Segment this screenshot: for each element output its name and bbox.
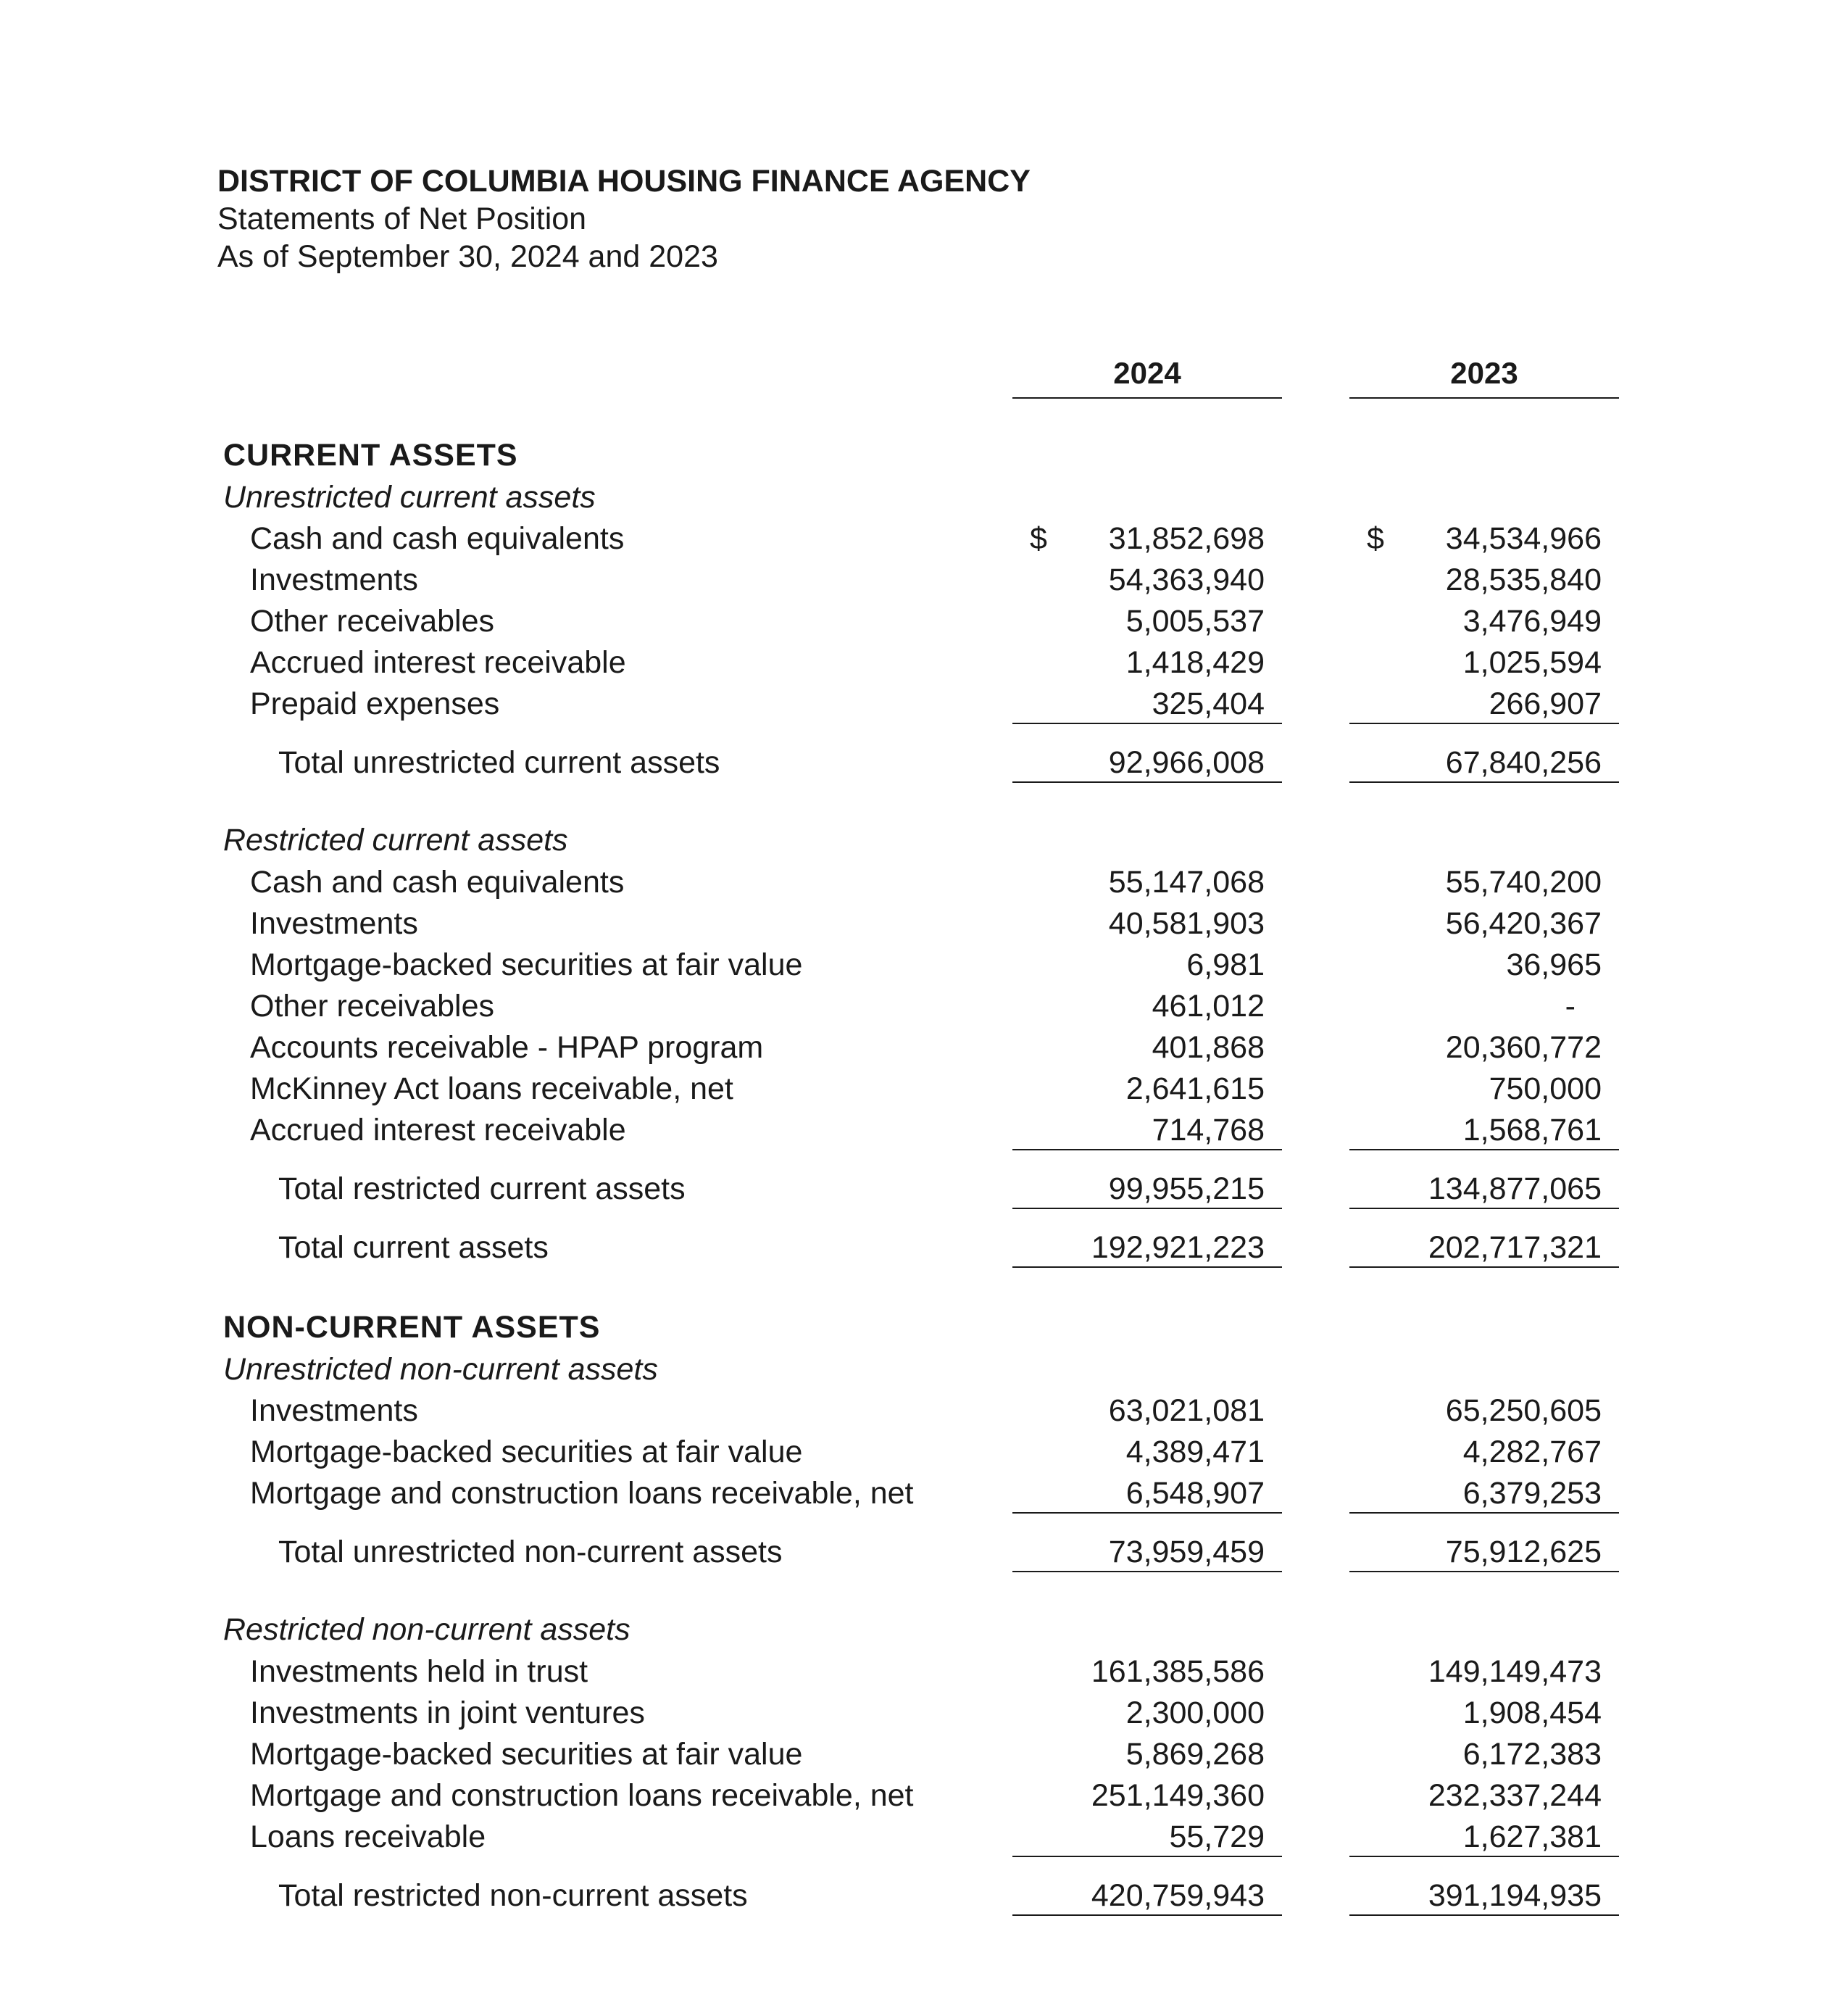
row-label: Cash and cash equivalents	[250, 865, 625, 900]
line-item-row	[0, 945, 1848, 986]
value-2023	[1349, 986, 1619, 1026]
column-header-2024: 2024	[1012, 355, 1282, 399]
line-item-row	[0, 1473, 1848, 1514]
amount: 149,149,473	[1428, 1654, 1602, 1689]
value-2023	[1349, 1734, 1619, 1775]
value-2023	[1349, 1027, 1619, 1068]
row-label: CURRENT ASSETS	[223, 438, 518, 473]
line-item-row	[0, 642, 1848, 684]
value-2024	[1012, 1227, 1282, 1268]
row-label: Total current assets	[278, 1230, 549, 1265]
row-label: Mortgage and construction loans receivable, net	[250, 1778, 914, 1813]
row-label: Investments	[250, 906, 418, 941]
value-2023	[1349, 1473, 1619, 1514]
value-2023	[1349, 560, 1619, 600]
row-label: Unrestricted non-current assets	[223, 1352, 658, 1387]
value-2024	[1012, 642, 1282, 683]
amount: 1,568,761	[1462, 1113, 1602, 1147]
row-label: Other receivables	[250, 604, 494, 639]
row-label: Investments	[250, 563, 418, 597]
row-label: Investments	[250, 1393, 418, 1428]
amount: 134,877,065	[1428, 1171, 1602, 1206]
row-label: Restricted current assets	[223, 823, 568, 858]
amount: 54,363,940	[1108, 563, 1265, 597]
amount: 420,759,943	[1091, 1878, 1265, 1913]
amount: 31,852,698	[1108, 521, 1265, 556]
amount: 67,840,256	[1445, 745, 1602, 780]
value-2023	[1349, 1390, 1619, 1431]
amount: 1,908,454	[1462, 1696, 1602, 1730]
amount: 55,729	[1169, 1819, 1265, 1854]
subsection-heading	[0, 1609, 1848, 1651]
amount: 55,147,068	[1108, 865, 1265, 900]
value-2023	[1349, 518, 1619, 559]
amount: 251,149,360	[1091, 1778, 1265, 1813]
value-2023	[1349, 1432, 1619, 1472]
row-label: Other receivables	[250, 989, 494, 1024]
value-2024	[1012, 518, 1282, 559]
value-2023	[1349, 903, 1619, 944]
amount: 2,641,615	[1125, 1071, 1265, 1106]
amount: 99,955,215	[1108, 1171, 1265, 1206]
amount: 461,012	[1152, 989, 1265, 1024]
total-row	[0, 1532, 1848, 1573]
value-2023	[1349, 1693, 1619, 1733]
value-2024	[1012, 945, 1282, 985]
value-2023	[1349, 1169, 1619, 1209]
value-2023	[1349, 945, 1619, 985]
amount: 391,194,935	[1428, 1878, 1602, 1913]
amount: 55,740,200	[1445, 865, 1602, 900]
line-item-row	[0, 601, 1848, 642]
amount: 192,921,223	[1091, 1230, 1265, 1265]
row-label: Total restricted current assets	[278, 1171, 686, 1206]
amount: 325,404	[1152, 686, 1265, 721]
amount: 34,534,966	[1445, 521, 1602, 556]
line-item-row	[0, 1432, 1848, 1473]
line-item-row	[0, 1390, 1848, 1432]
row-label: Mortgage and construction loans receivable, net	[250, 1476, 914, 1511]
row-label: Mortgage-backed securities at fair value	[250, 947, 803, 982]
row-label: Investments held in trust	[250, 1654, 588, 1689]
value-2024	[1012, 1775, 1282, 1816]
value-2024	[1012, 1390, 1282, 1431]
value-2023	[1349, 1775, 1619, 1816]
amount: 20,360,772	[1445, 1030, 1602, 1065]
value-2024	[1012, 684, 1282, 724]
value-2023	[1349, 1110, 1619, 1150]
value-2024	[1012, 1817, 1282, 1857]
amount: 4,282,767	[1462, 1435, 1602, 1469]
amount: 36,965	[1506, 947, 1602, 982]
value-2023	[1349, 1651, 1619, 1692]
amount: 4,389,471	[1125, 1435, 1265, 1469]
amount: 1,418,429	[1125, 645, 1265, 680]
value-2023	[1349, 1875, 1619, 1916]
row-label: Prepaid expenses	[250, 686, 500, 721]
row-label: Accrued interest receivable	[250, 645, 626, 680]
value-2024	[1012, 1532, 1282, 1572]
subsection-heading	[0, 820, 1848, 861]
line-item-row	[0, 903, 1848, 945]
value-2023	[1349, 684, 1619, 724]
value-2023	[1349, 1532, 1619, 1572]
total-row	[0, 1875, 1848, 1917]
value-2023	[1349, 1817, 1619, 1857]
amount: 6,548,907	[1125, 1476, 1265, 1511]
line-item-row	[0, 1068, 1848, 1110]
row-label: Total unrestricted current assets	[278, 745, 720, 780]
line-item-row	[0, 1817, 1848, 1858]
row-label: Investments in joint ventures	[250, 1696, 645, 1730]
amount: 73,959,459	[1108, 1535, 1265, 1569]
amount: 714,768	[1152, 1113, 1265, 1147]
amount: 56,420,367	[1445, 906, 1602, 941]
row-label: Unrestricted current assets	[223, 480, 596, 515]
amount: 6,981	[1186, 947, 1265, 982]
value-2023	[1349, 642, 1619, 683]
amount: 65,250,605	[1445, 1393, 1602, 1428]
amount: 3,476,949	[1462, 604, 1602, 639]
row-label: Accrued interest receivable	[250, 1113, 626, 1147]
value-2024	[1012, 1432, 1282, 1472]
row-label: NON-CURRENT ASSETS	[223, 1310, 601, 1345]
value-2023	[1349, 1227, 1619, 1268]
amount: 6,379,253	[1462, 1476, 1602, 1511]
row-label: Accounts receivable - HPAP program	[250, 1030, 764, 1065]
agency-name: DISTRICT OF COLUMBIA HOUSING FINANCE AGENCY	[217, 164, 1031, 199]
amount: 1,025,594	[1462, 645, 1602, 680]
row-label: Mortgage-backed securities at fair value	[250, 1435, 803, 1469]
subsection-heading	[0, 477, 1848, 518]
value-2024	[1012, 1651, 1282, 1692]
amount: 161,385,586	[1091, 1654, 1265, 1689]
amount: 63,021,081	[1108, 1393, 1265, 1428]
value-2024	[1012, 1169, 1282, 1209]
line-item-row	[0, 1651, 1848, 1693]
amount: 1,627,381	[1462, 1819, 1602, 1854]
value-2024	[1012, 862, 1282, 902]
total-row	[0, 1169, 1848, 1210]
amount: 5,005,537	[1125, 604, 1265, 639]
line-item-row	[0, 684, 1848, 725]
value-2024	[1012, 1734, 1282, 1775]
value-2024	[1012, 1027, 1282, 1068]
row-label: Cash and cash equivalents	[250, 521, 625, 556]
line-item-row	[0, 986, 1848, 1027]
line-item-row	[0, 560, 1848, 601]
row-label: Total unrestricted non-current assets	[278, 1535, 783, 1569]
section-heading	[0, 435, 1848, 476]
amount: 232,337,244	[1428, 1778, 1602, 1813]
amount: 40,581,903	[1108, 906, 1265, 941]
value-2024	[1012, 903, 1282, 944]
line-item-row	[0, 1027, 1848, 1068]
value-2023	[1349, 1068, 1619, 1109]
line-item-row	[0, 1110, 1848, 1151]
value-2024	[1012, 1693, 1282, 1733]
amount: -	[1565, 989, 1576, 1024]
line-item-row	[0, 1693, 1848, 1734]
value-2023	[1349, 742, 1619, 783]
row-label: Loans receivable	[250, 1819, 486, 1854]
subsection-heading	[0, 1349, 1848, 1390]
statement-date: As of September 30, 2024 and 2023	[217, 239, 718, 274]
value-2024	[1012, 1473, 1282, 1514]
amount: 92,966,008	[1108, 745, 1265, 780]
total-row	[0, 742, 1848, 784]
total-row	[0, 1227, 1848, 1269]
amount: 28,535,840	[1445, 563, 1602, 597]
line-item-row	[0, 1775, 1848, 1817]
amount: 401,868	[1152, 1030, 1265, 1065]
amount: 5,869,268	[1125, 1737, 1265, 1772]
amount: 266,907	[1489, 686, 1602, 721]
row-label: Total restricted non-current assets	[278, 1878, 748, 1913]
value-2024	[1012, 1110, 1282, 1150]
currency-symbol: $	[1367, 521, 1384, 556]
value-2023	[1349, 862, 1619, 902]
value-2024	[1012, 742, 1282, 783]
value-2024	[1012, 986, 1282, 1026]
value-2024	[1012, 1068, 1282, 1109]
amount: 6,172,383	[1462, 1737, 1602, 1772]
row-label: Mortgage-backed securities at fair value	[250, 1737, 803, 1772]
value-2024	[1012, 601, 1282, 642]
row-label: McKinney Act loans receivable, net	[250, 1071, 733, 1106]
line-item-row	[0, 1734, 1848, 1775]
statement-title: Statements of Net Position	[217, 202, 587, 236]
currency-symbol: $	[1030, 521, 1047, 556]
line-item-row	[0, 518, 1848, 560]
line-item-row	[0, 862, 1848, 903]
amount: 202,717,321	[1428, 1230, 1602, 1265]
amount: 750,000	[1489, 1071, 1602, 1106]
section-heading	[0, 1307, 1848, 1348]
value-2024	[1012, 560, 1282, 600]
amount: 2,300,000	[1125, 1696, 1265, 1730]
amount: 75,912,625	[1445, 1535, 1602, 1569]
row-label: Restricted non-current assets	[223, 1612, 630, 1647]
value-2024	[1012, 1875, 1282, 1916]
value-2023	[1349, 601, 1619, 642]
column-header-2023: 2023	[1349, 355, 1619, 399]
